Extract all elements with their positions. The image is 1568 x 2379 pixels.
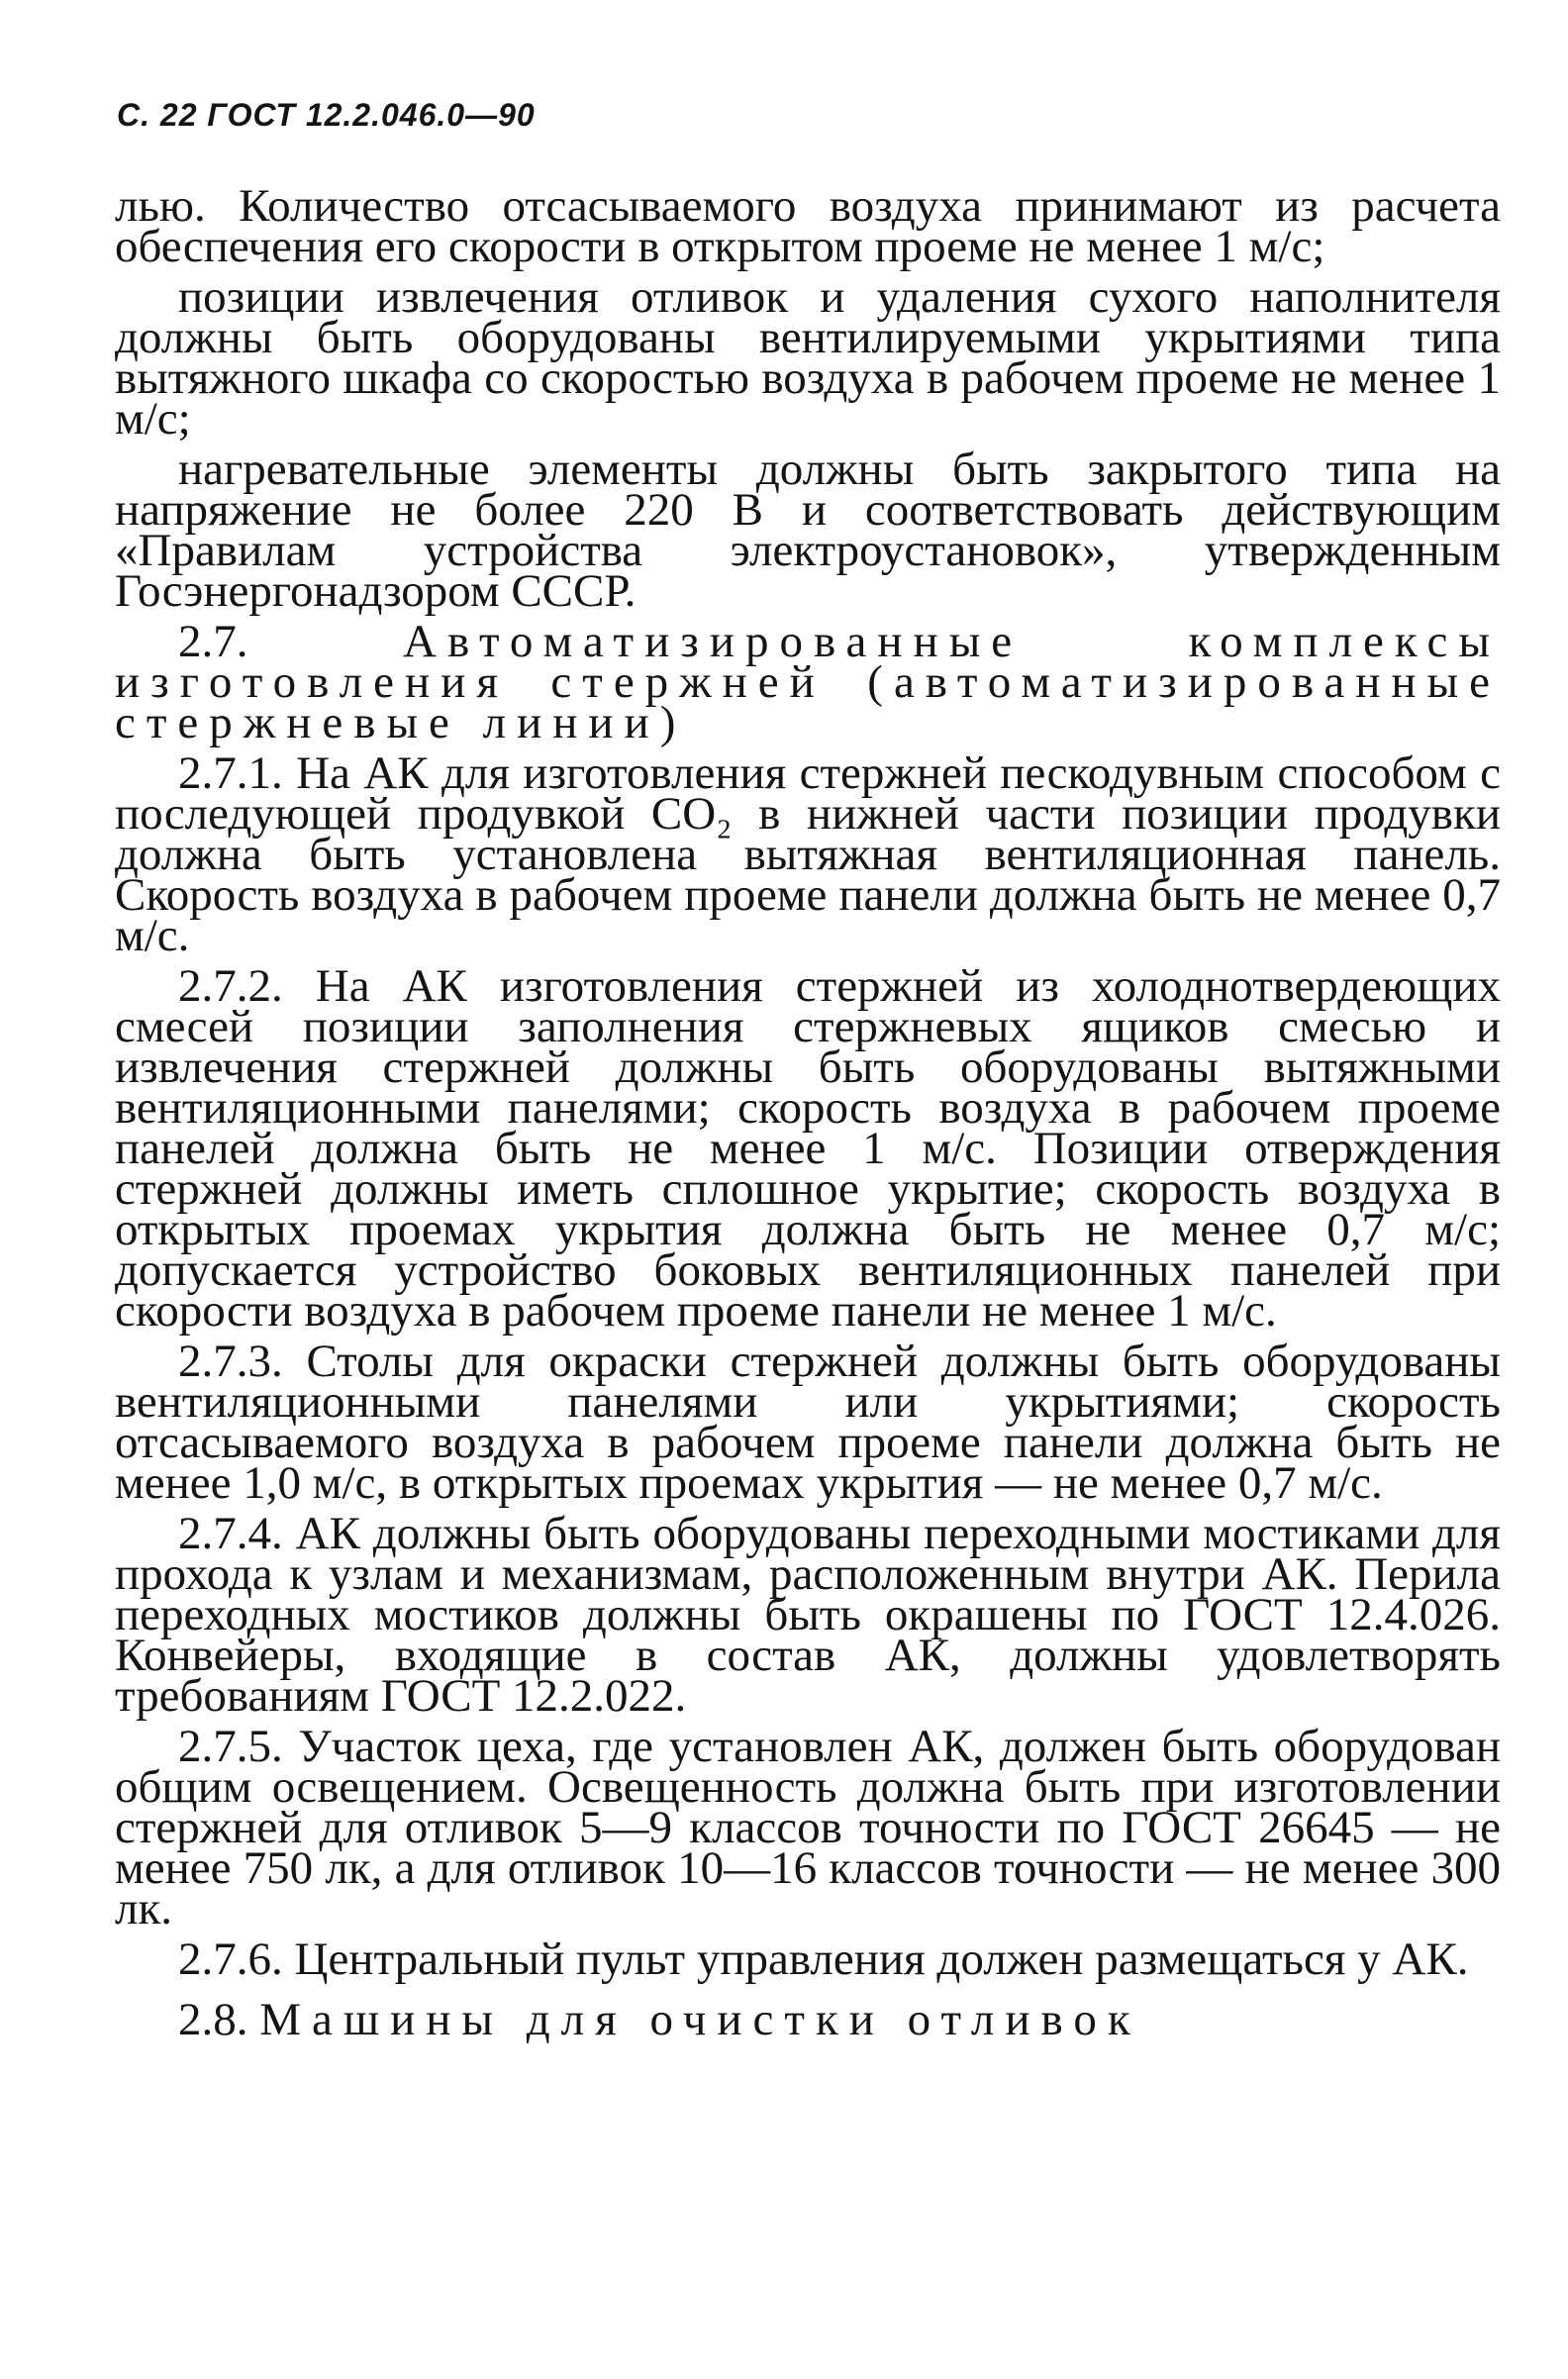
- paragraph-heating-elements: нагревательные элементы должны быть закрытого типа на напряжение не более 220 В и соответствовать действующим «Правилам устройства электроустановок», утвержденным Госэнергонадзором СССР.: [115, 444, 1501, 617]
- paragraph-2-7-2: 2.7.2. На АК изготовления стержней из холоднотвердеющих смесей позиции заполнения стержневых ящиков смесью и извлечения стержней должны быть оборудованы вытяжными вентиляционными панелями; скорость воздуха в рабочем проеме панелей должна быть не менее 1 м/с. Позиции отверждения стержней должны иметь сплошное укрытие; скорость воздуха в открытых проемах укрытия должна быть не менее 0,7 м/с; допускается устройство боковых вентиляционных панелей при скорости воздуха в рабочем проеме панели не менее 1 м/с.: [115, 960, 1501, 1337]
- section-title-2-8: Машины для очистки отливок: [259, 1994, 1141, 2045]
- paragraph-2-7-4: 2.7.4. АК должны быть оборудованы переходными мостиками для прохода к узлам и механизмам, расположенным внутри АК. Перила переходных мостиков должны быть окрашены по ГОСТ 12.4.026. Конвейеры, входящие в состав АК, должны удовлетворять требованиям ГОСТ 12.2.022.: [115, 1508, 1501, 1722]
- section-number-2-8: 2.8.: [178, 1994, 248, 2045]
- document-body: [115, 180, 1501, 2050]
- paragraph-2-7-6: 2.7.6. Центральный пульт управления должен размещаться у АК.: [178, 1933, 1469, 1985]
- section-heading-2-8: [115, 1994, 1501, 2045]
- paragraph-2-7-5: 2.7.5. Участок цеха, где установлен АК, должен быть оборудован общим освещением. Освещенность должна быть при изготовлении стержней для отливок 5—9 классов точности по ГОСТ 26645 — не менее 750 лк, а для отливок 10—16 классов точности — не менее 300 лк.: [115, 1721, 1501, 1934]
- paragraph-2-7-1: 2.7.1. На АК для изготовления стержней пескодувным способом с последующей продувкой CO₂ в нижней части позиции продувки должна быть установлена вытяжная вентиляционная панель. Скорость воздуха в рабочем проеме панели должна быть не менее 0,7 м/с.: [115, 747, 1501, 961]
- paragraph-continuation: лью. Количество отсасываемого воздуха принимают из расчета обеспечения его скорости в открытом проеме не менее 1 м/с;: [115, 180, 1501, 272]
- paragraph-casting-extraction: позиции извлечения отливок и удаления сухого наполнителя должны быть оборудованы вентилируемыми укрытиями типа вытяжного шкафа со скоростью воздуха в рабочем проеме не менее 1 м/с;: [115, 271, 1501, 445]
- section-heading-2-7: [115, 616, 1501, 748]
- section-title-2-7: Автоматизированные комплексы изготовления стержней (автоматизированные стержневые линии): [115, 616, 1501, 748]
- paragraph-2-7-3: 2.7.3. Столы для окраски стержней должны быть оборудованы вентиляционными панелями или укрытиями; скорость отсасываемого воздуха в рабочем проеме панели должна быть не менее 1,0 м/с, в открытых проемах укрытия — не менее 0,7 м/с.: [115, 1336, 1501, 1509]
- page-header: С. 22 ГОСТ 12.2.046.0—90: [117, 97, 536, 133]
- section-number-2-7: 2.7.: [178, 616, 248, 667]
